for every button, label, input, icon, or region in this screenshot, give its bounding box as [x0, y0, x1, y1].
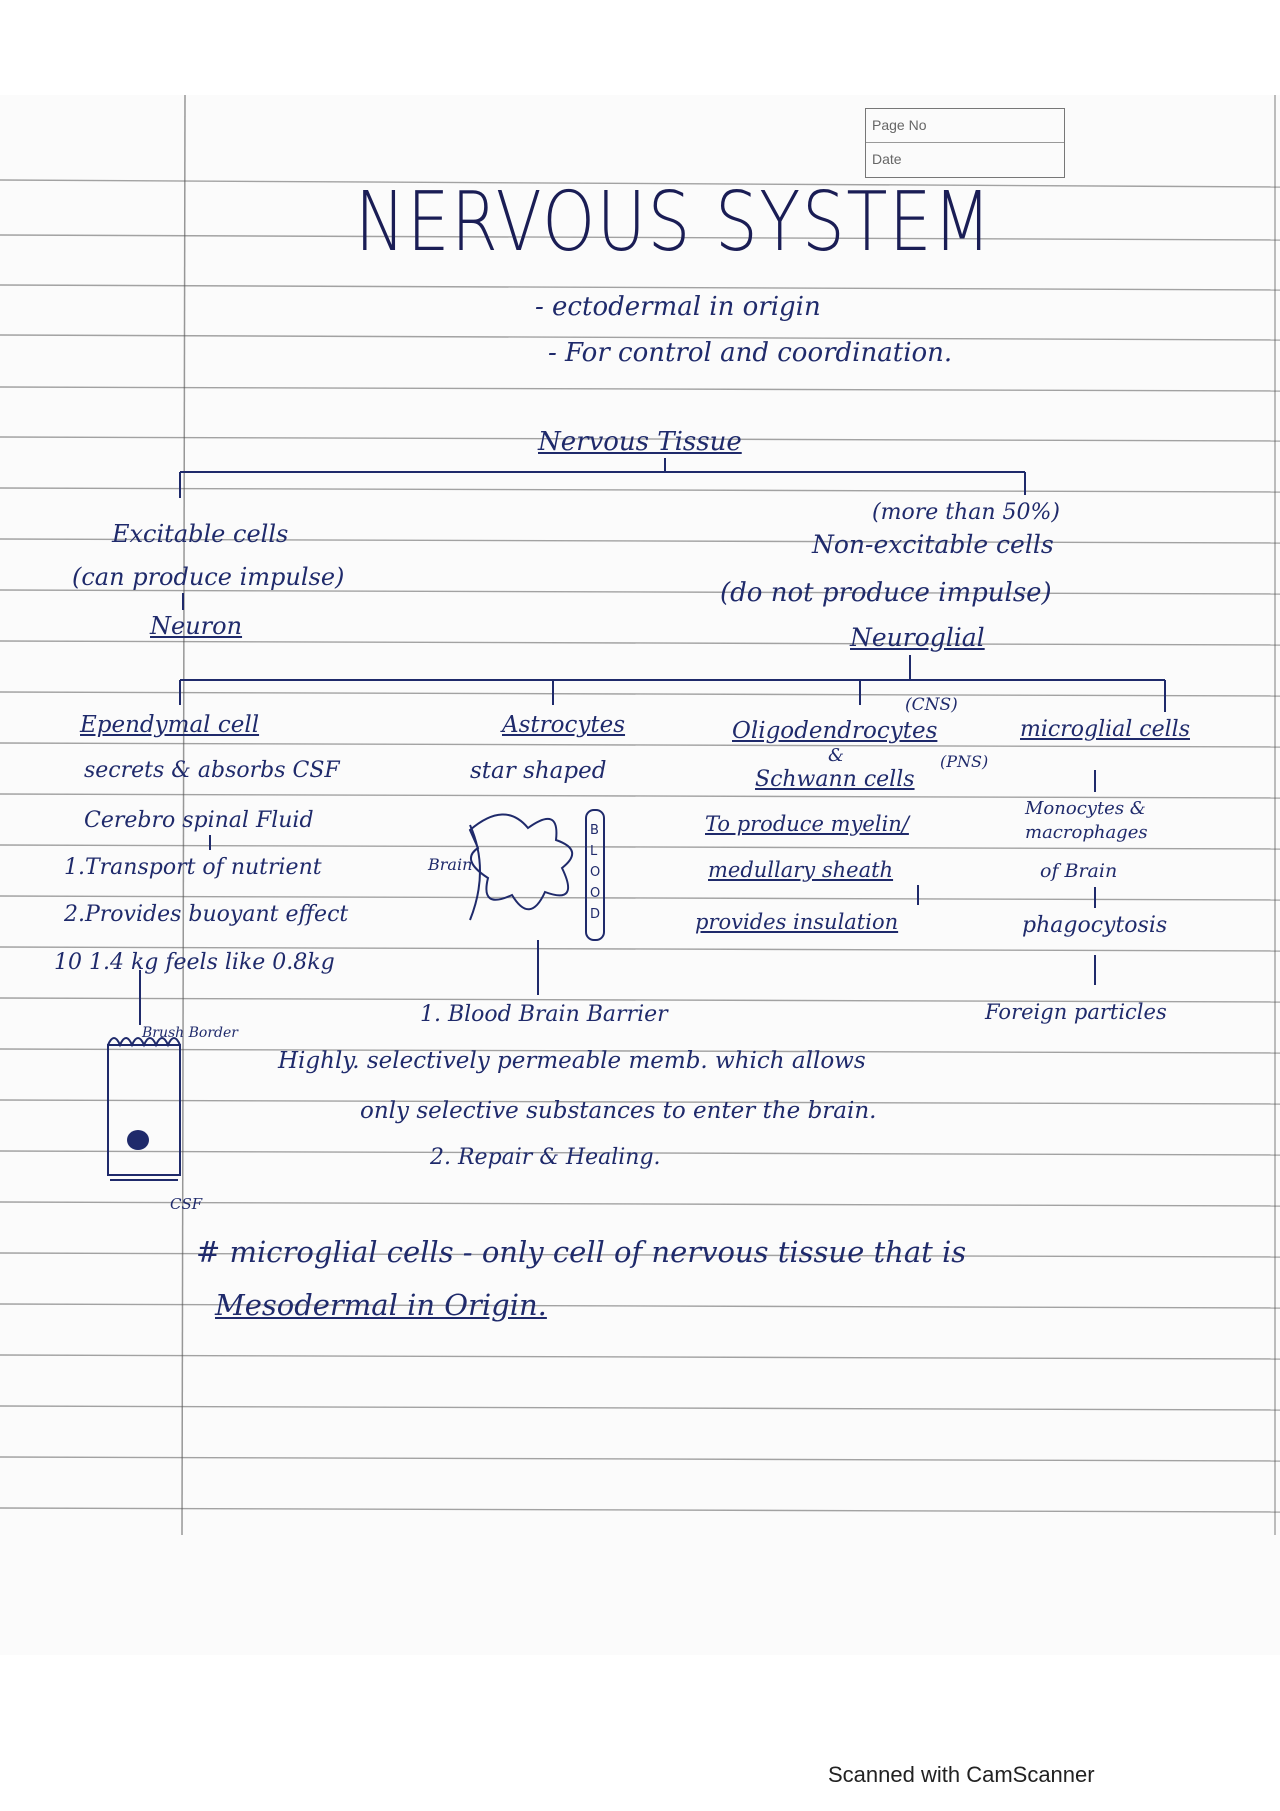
microglial-line-3: of Brain [1040, 860, 1118, 882]
blood-letter-l: L [590, 844, 598, 859]
note-line-2: Mesodermal in Origin. [215, 1288, 547, 1322]
oligo-line-3: provides insulation [695, 910, 899, 934]
csf-label: CSF [170, 1195, 203, 1213]
oligo-cns: (CNS) [905, 695, 958, 715]
note-line-1: # microglial cells - only cell of nervous tissue that is [196, 1235, 967, 1269]
microglial-line-1: Monocytes & [1025, 798, 1146, 819]
bbb-heading: 1. Blood Brain Barrier [420, 1002, 668, 1027]
microglial-line-5: Foreign particles [985, 1000, 1167, 1024]
ependymal-line-1: secrets & absorbs CSF [84, 758, 340, 783]
schwann-label: Schwann cells [755, 767, 915, 792]
oligo-pns: (PNS) [940, 752, 989, 771]
neuron-label: Neuron [150, 612, 243, 640]
blood-letter-d: D [590, 907, 601, 922]
non-excitable-note: (do not produce impulse) [720, 578, 1052, 608]
repair-heading: 2. Repair & Healing. [430, 1145, 661, 1170]
brain-label: Brain [428, 855, 473, 874]
excitable-label: Excitable cells [112, 520, 289, 548]
oligo-line-2: medullary sheath [708, 858, 894, 882]
excitable-note: (can produce impulse) [72, 563, 345, 591]
blood-letter-b: B [590, 823, 599, 838]
non-excitable-label: Non-excitable cells [812, 530, 1054, 559]
microglial-line-4: phagocytosis [1022, 913, 1168, 938]
bbb-desc-2: only selective substances to enter the brain. [360, 1098, 877, 1124]
subtitle-point-1: - ectodermal in origin [535, 292, 821, 322]
brush-border-label: Brush Border [142, 1025, 238, 1041]
page-title: NERVOUS SYSTEM [355, 175, 993, 270]
ependymal-line-4: 2.Provides buoyant effect [64, 902, 349, 927]
oligo-line-1: To produce myelin/ [705, 812, 909, 836]
ependymal-line-5: 10 1.4 kg feels like 0.8kg [54, 950, 335, 975]
ependymal-heading: Ependymal cell [80, 712, 260, 738]
astrocytes-desc: star shaped [470, 758, 607, 784]
ependymal-line-3: 1.Transport of nutrient [64, 855, 322, 880]
page-no-label: Page No [866, 109, 1064, 143]
oligo-and: & [828, 745, 845, 766]
percent-note: (more than 50%) [872, 500, 1060, 525]
date-label: Date [872, 151, 902, 167]
nucleus-icon [127, 1130, 149, 1150]
subtitle-point-2: - For control and coordination. [548, 338, 953, 368]
microglial-heading: microglial cells [1020, 717, 1190, 742]
blood-letter-o1: O [590, 865, 601, 880]
tree-root: Nervous Tissue [538, 427, 742, 457]
ependymal-line-2: Cerebro spinal Fluid [84, 808, 314, 833]
neuroglial-label: Neuroglial [850, 623, 985, 652]
oligo-heading: Oligodendrocytes [732, 718, 938, 744]
astrocytes-heading: Astrocytes [502, 712, 626, 738]
scanner-watermark: Scanned with CamScanner [828, 1762, 1095, 1787]
bbb-desc-1: Highly. selectively permeable memb. which allows [278, 1048, 866, 1074]
blood-letter-o2: O [590, 886, 601, 901]
microglial-line-2: macrophages [1025, 822, 1148, 843]
